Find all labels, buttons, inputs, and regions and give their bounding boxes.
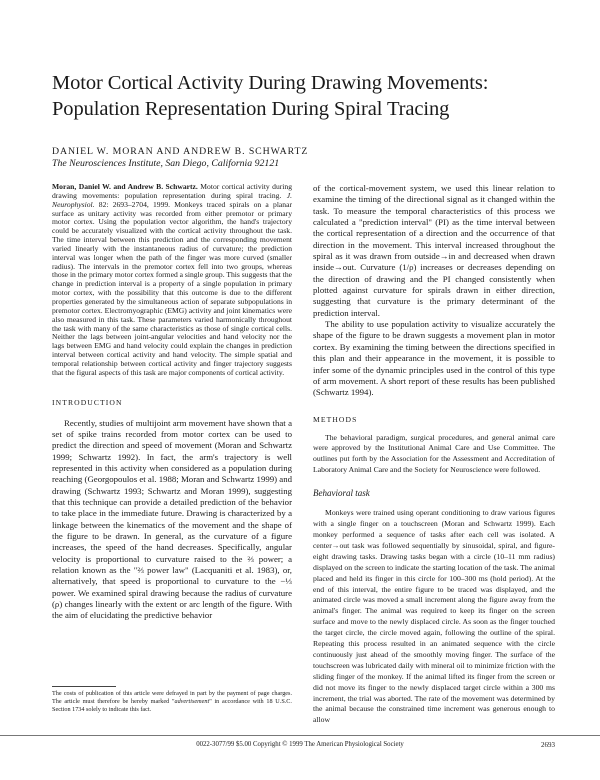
- abstract-body: Monkeys traced spirals on a planar surface as unitary activity was recorded from either premotor or primary motor cortex. Using the population vector algorithm, the hand's trajectory could be accurately visualized with the cortical activity throughout the task. The time interval between this prediction and the corresponding movement varied linearly with the instantaneous radius of curvature; the prediction interval was longer when the path of the finger was more curved (smaller radius). The intervals in the premotor cortex fell into two groups, whereas those in the primary motor cortex formed a single group. This suggests that the change in prediction interval is a property of a single population in primary motor cortex, with the possibility that this outcome is due to the different properties generated by the simultaneous action of separate subpopulations in premotor cortex. Electromyographic (EMG) activity and joint kinematics were also measured in this task. These parameters varied harmonically throughout the task with many of the same characteristics as those of single cortical cells. Neither the lags between joint-angular velocities and hand velocity nor the lags between EMG and hand velocity could explain the changes in prediction interval between cortical activity and hand velocity. The simple spatial and temporal relationship between cortical activity and finger trajectory suggests that the figural aspects of this task are major components of cortical activity.: [52, 199, 292, 377]
- copyright-line: 0022-3077/99 $5.00 Copyright © 1999 The American Physiological Society: [196, 741, 404, 748]
- methods-text: The behavioral paradigm, surgical procedures, and general animal care were approved by the Institutional Animal Care and Use Committee. The outlines put forth by the Association for the Assessment and Accreditation of Laboratory Animal Care and the Society for Neuroscience were followed.: [313, 432, 555, 475]
- abstract-citation: 82: 2693–2704, 1999.: [94, 199, 171, 209]
- author-affiliation: The Neurosciences Institute, San Diego, California 92121: [52, 158, 280, 169]
- footnote-divider: [52, 686, 116, 687]
- title-line-1: Motor Cortical Activity During Drawing Movements:: [52, 72, 489, 94]
- right-column: [313, 183, 555, 726]
- behavioral-task-heading: Behavioral task: [313, 488, 370, 499]
- abstract: [52, 183, 292, 378]
- abstract-authors: Moran, Daniel W. and Andrew B. Schwartz.: [52, 182, 198, 191]
- behavioral-task-text: Monkeys were trained using operant conditioning to draw various figures with a single finger on a touchscreen (Moran and Schwartz 1999). Each monkey performed a sequence of tasks after each cell was isolated. A center→out task was followed sequentially by sinusoidal, spiral, and figure-eight drawing tasks. Drawing tasks began with a circle (10–11 mm radius) displayed on the screen to indicate the starting location of the task. The animal placed and held its finger in this circle for 100–300 ms (hold period). At the end of this interval, the entire figure to be traced was displayed, and the animated circle was moved a small increment along the figure away from the animal's finger. The animal was required to keep its finger on the screen surface and move to the newly displaced circle. As soon as the finger touched the target circle, the circle moved again, following the outline of the spiral. Repeating this process resulted in an animated sequence with the circle continuously just ahead of the smoothly moving finger. The surface of the touchscreen was lubricated daily with mineral oil to minimize friction with the sliding finger of the monkey. If the animal lifted its finger from the screen or did not move its finger to the newly displaced target circle within a 300 ms increment, the trial was aborted. The rate of the movement was determined by the animal because the constrained time increment was generous enough to allow: [313, 508, 555, 725]
- title-line-2: Population Representation During Spiral Tracing: [52, 98, 450, 120]
- intro-final-paragraph: The ability to use population activity to visualize accurately the shape of the figure to be drawn suggests a movement plan in motor cortex. By examining the timing between the directions specified in this plan and their appearance in the movement, it is possible to infer some of the dynamic principles used in the control of this type of arm movement. A short report of these results has been published (Schwartz 1994).: [313, 319, 555, 398]
- left-column: [52, 183, 292, 622]
- footnote-text: The costs of publication of this article were defrayed in part by the payment of page charges. The article must therefore be hereby marked ": [52, 690, 292, 706]
- page-number: 2693: [541, 741, 555, 749]
- intro-continued-paragraph: of the cortical-movement system, we used this linear relation to examine the timing of the directional signal as it changed within the task. To measure the temporal characteristics of this process we calculated a "prediction interval" (PI) as the time interval between the cortical representation of a direction and the occurrence of that direction in the movement. This interval increased throughout the spiral as it was drawn from outside→in and decreased when drawn inside→out. Curvature (1/ρ) increases or decreases depending on the direction of drawing and the PI changed consistently when plotted against curvature for spirals drawn in either direction, suggesting that curvature is the primary determinant of the prediction interval.: [313, 183, 555, 318]
- cost-footnote: [52, 690, 292, 715]
- footer-divider: [0, 735, 600, 736]
- introduction-text: Recently, studies of multijoint arm movement have shown that a set of spike trains recorded from motor cortex can be used to predict the direction and speed of movement (Moran and Schwartz 1999; Schwartz 1992). In fact, the arm's trajectory is well represented in this activity when considered as a population during reaching (Georgopoulos et al. 1988; Moran and Schwartz 1999) and drawing (Schwartz 1993; Schwartz and Moran 1999), suggesting that this technique can provide a detailed prediction of the behavior to take place in the immediate future. Drawing is characterized by a linkage between the kinematics of the movement and the shape of the figure to be drawn. In general, as the curvature of a figure increases, the speed of the hand decreases. Specifically, angular velocity is proportional to curvature raised to the ⅔ power; a relation known as the "⅔ power law" (Lacquaniti et al. 1983), or, alternatively, that speed is proportional to curvature to the −⅓ power. We examined spiral drawing because the radius of curvature (ρ) changes linearly with the extent or arc length of the figure. With the aim of elucidating the predictive behavior: [52, 417, 292, 621]
- article-title: [52, 70, 552, 122]
- abstract-title: Motor cortical activity during drawing movements: population representation during spiral tracing.: [52, 182, 293, 200]
- introduction-heading: INTRODUCTION: [52, 397, 123, 407]
- author-list: DANIEL W. MORAN AND ANDREW B. SCHWARTZ: [52, 146, 309, 157]
- methods-heading: METHODS: [313, 414, 358, 424]
- footnote-text-end: " in accordance with 18 U.S.C. Section 1734 solely to indicate this fact.: [52, 698, 292, 714]
- footnote-italic: advertisement: [174, 698, 210, 706]
- abstract-journal: J. Neurophysiol.: [52, 190, 292, 209]
